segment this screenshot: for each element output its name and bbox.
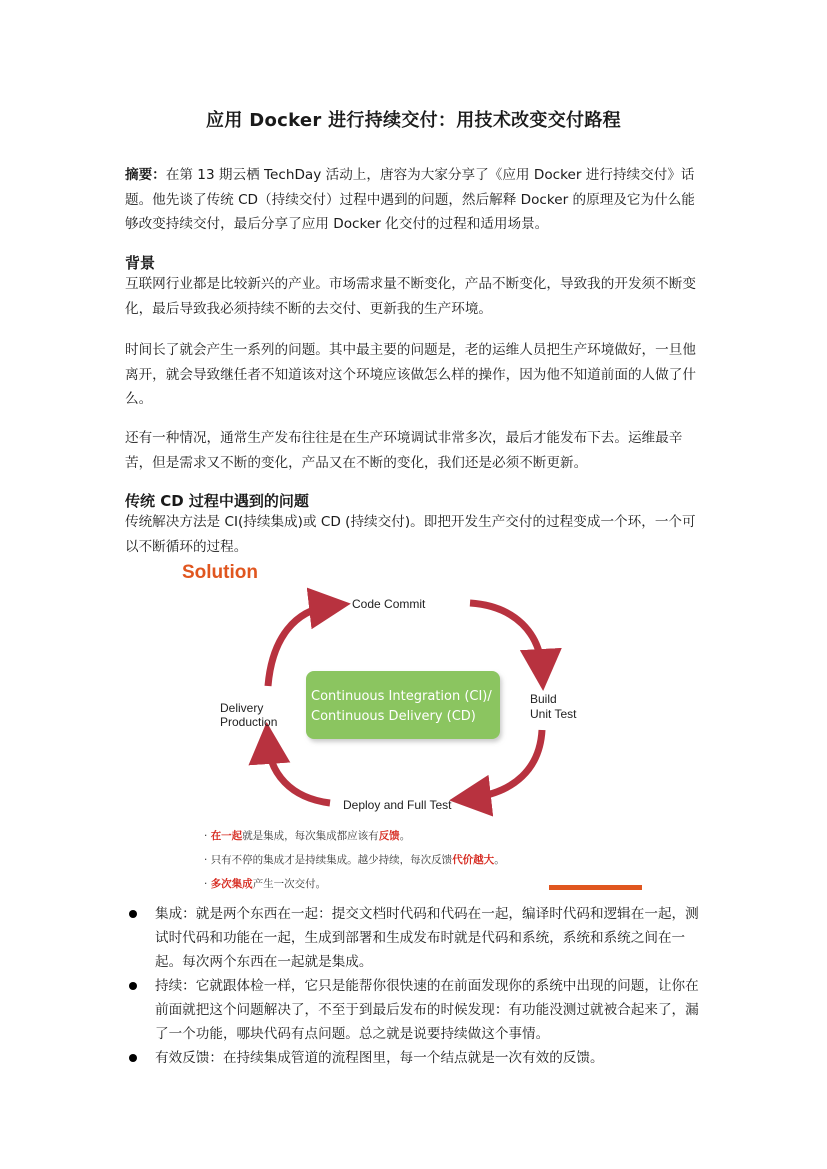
figure-heading: Solution [182, 562, 258, 583]
note3-red: 多次集成 [210, 878, 253, 890]
bullet-dot-icon [129, 910, 137, 918]
note-bullet-1: · [204, 830, 211, 842]
note1-red-2: 反馈 [378, 830, 400, 842]
note-bullet-2: · [204, 854, 211, 866]
bullet-text: 集成：就是两个东西在一起：提交文档时代码和代码在一起，编译时代码和逻辑在一起，测试时代码和功能在一起，生成到部署和生成发布时就是代码和系统，系统和系统之间在一起。每次两个东西在一起就是集成。 [155, 906, 699, 970]
ci-cd-box-line-2: Continuous Delivery (CD) [311, 709, 476, 724]
node-delivery-line-1: Delivery [220, 701, 264, 715]
traditional-cd-paragraph: 传统解决方法是 CI(持续集成)或 CD (持续交付)。即把开发生产交付的过程变成一个环，一个可以不断循环的过程。 [125, 514, 696, 555]
bullet-item [125, 974, 710, 1046]
bullet-item [125, 1046, 710, 1070]
node-build-line-1: Build [530, 692, 557, 706]
node-build-line-2: Unit Test [530, 707, 577, 721]
note1-red: 在一起 [210, 830, 243, 842]
note2-red: 代价越大 [452, 854, 495, 866]
bullet-dot-icon [129, 982, 137, 990]
figure-note-3 [204, 877, 326, 890]
note2-text: 只有不停的集成才是持续集成。越少持续，每次反馈 [210, 854, 453, 866]
note3-text: 产生一次交付。 [252, 878, 327, 890]
background-paragraph-1: 互联网行业都是比较新兴的产业。市场需求量不断变化，产品不断变化，导致我的开发须不断变化，最后导致我必须持续不断的去交付、更新我的生产环境。 [125, 276, 696, 317]
arrow-bottom-to-left [268, 743, 330, 803]
ci-cd-box-line-1: Continuous Integration (CI)/ [311, 689, 492, 704]
ci-cd-box [306, 671, 500, 739]
section-heading-traditional-cd: 传统 CD 过程中遇到的问题 [125, 492, 309, 510]
bullet-text: 持续：它就跟体检一样，它只是能帮你很快速的在前面发现你的系统中出现的问题，让你在前面就把这个问题解决了，不至于到最后发布的时候发现：有功能没测过就被合起来了，漏了一个功能，哪块代码有点问题。总之就是说要持续做这个事情。 [155, 978, 699, 1042]
abstract-text: 在第 13 期云栖 TechDay 活动上，唐容为大家分享了《应用 Docker 进行持续交付》话题。他先谈了传统 CD（持续交付）过程中遇到的问题，然后解释 Docker 的原理及它为什么能够改变持续交付，最后分享了应用 Docker 化交付的过程和适用场景。 [125, 167, 695, 232]
bullet-list [125, 902, 710, 1070]
note1-end: 。 [399, 830, 411, 842]
note-bullet-3: · [204, 878, 211, 890]
bullet-item [125, 902, 710, 974]
figure-note-2 [204, 853, 505, 866]
node-code-commit: Code Commit [352, 597, 426, 611]
section-heading-background: 背景 [125, 254, 156, 272]
arrow-top-to-right [470, 603, 542, 670]
abstract-paragraph [125, 163, 705, 237]
abstract-lead: 摘要： [125, 167, 166, 183]
accent-bar [549, 885, 642, 890]
ci-cd-cycle-figure [180, 558, 650, 893]
node-deploy-full-test: Deploy and Full Test [343, 798, 452, 812]
note1-text: 就是集成，每次集成都应该有 [242, 830, 379, 842]
page-title: 应用 Docker 进行持续交付：用技术改变交付路程 [206, 110, 621, 131]
figure-note-1 [204, 829, 410, 842]
background-paragraph-2: 时间长了就会产生一系列的问题。其中最主要的问题是，老的运维人员把生产环境做好，一旦他离开，就会导致继任者不知道该对这个环境应该做怎么样的操作，因为他不知道前面的人做了什么。 [125, 342, 696, 407]
note2-end: 。 [494, 854, 505, 866]
arrow-right-to-bottom [470, 730, 542, 798]
bullet-dot-icon [129, 1054, 137, 1062]
background-paragraph-3: 还有一种情况，通常生产发布往往是在生产环境调试非常多次，最后才能发布下去。运维最辛苦，但是需求又不断的变化，产品又在不断的变化，我们还是必须不断更新。 [125, 430, 683, 471]
bullet-text: 有效反馈：在持续集成管道的流程图里，每一个结点就是一次有效的反馈。 [155, 1050, 604, 1066]
node-delivery-line-2: Production [220, 715, 278, 729]
